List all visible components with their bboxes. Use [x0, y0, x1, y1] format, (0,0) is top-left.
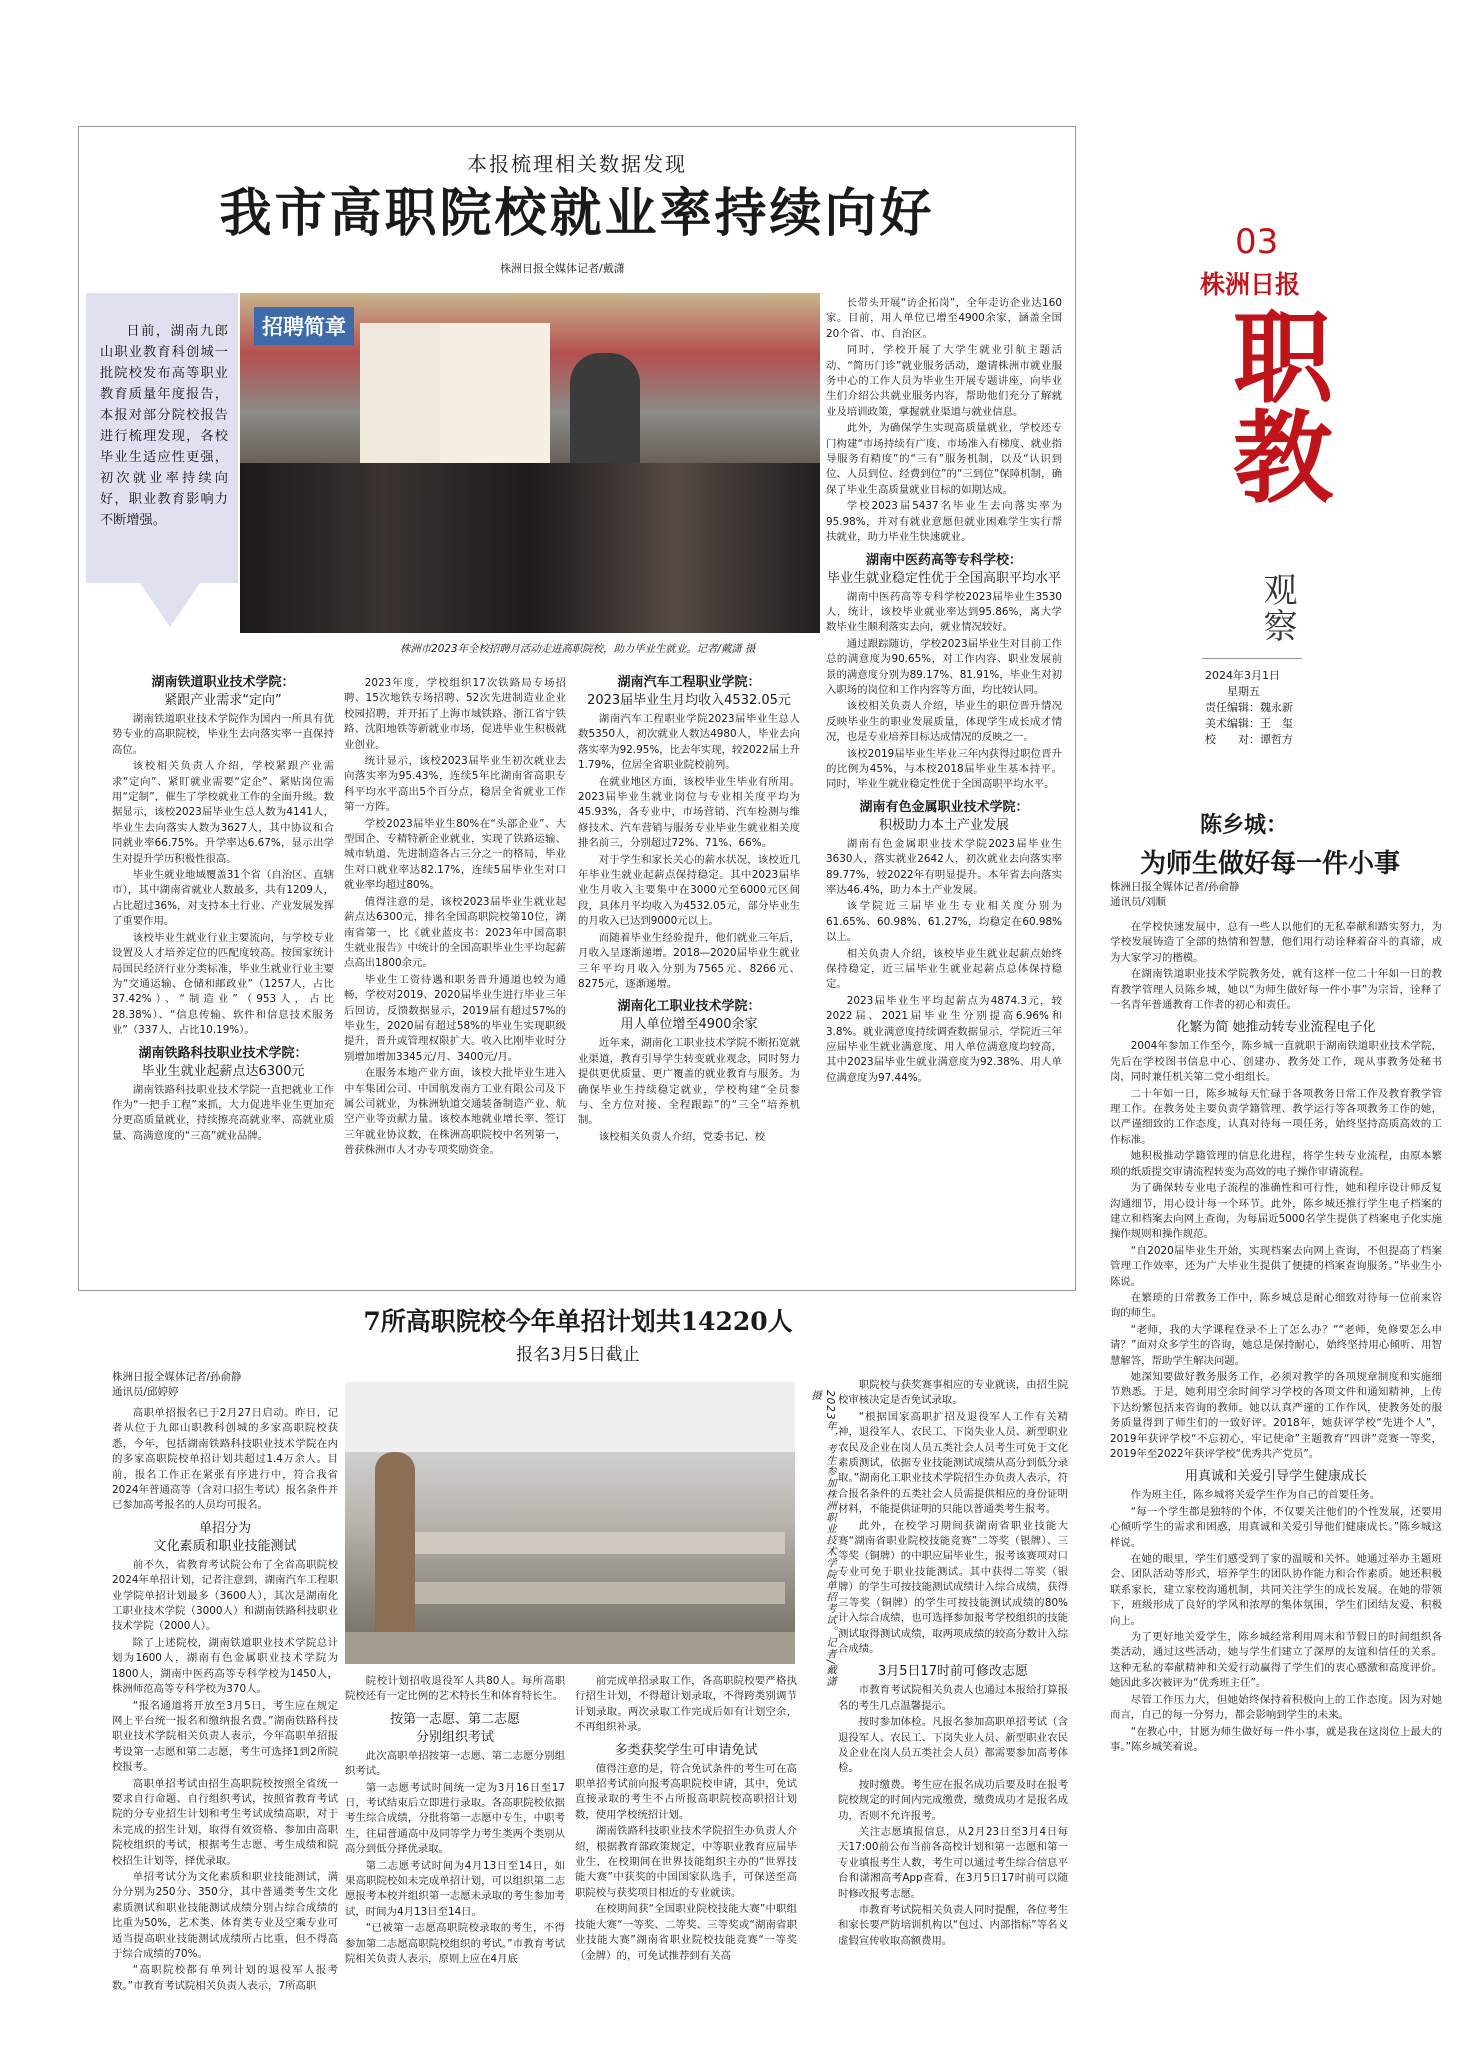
photo-desk-row-2 [375, 1582, 785, 1604]
paragraph: 除了上述院校，湖南铁道职业技术学院总计划为1600人，湖南有色金属职业技术学院为1800人，湖南中医药高等专科学校为1450人，株洲师范高等专科学校为370人。 [112, 1636, 338, 1696]
section-title: 湖南铁道职业技术学院： 紧跟产业需求“定向” [151, 675, 295, 708]
paragraph: 关注志愿填报信息，从2月23日至3月4日每天17:00前公布当前各高校计划和第一志愿和第一专业填报考生人数，考生可以通过考生综合信息平台和潇湘高考App查看，在3月5日17时前可以随时修改报考志愿。 [838, 1825, 1068, 1900]
paragraph: 湖南铁路科技职业技术学院一直把就业工作作为“一把手工程”来抓，大力促进毕业生更加充分更高质量就业，持续擦亮高就业率、高就业质量、高满意度的“三高”就业品牌。 [112, 1083, 334, 1142]
paragraph: 在她的眼里，学生们感受到了家的温暖和关怀。她通过举办主题班会、团队活动等形式，培养学生的团队协作能力和合作素质。她还积极联系家长，建立家校沟通机制，共同关注学生的成长发展。在她的带领下，班级形成了良好的学风和浓厚的集体氛围，学生们团结友爱、积极向上。 [1110, 1553, 1442, 1627]
paragraph: 在湖南铁道职业技术学院教务处，就有这样一位二十年如一日的教育教学管理人员陈乡城，她以“为师生做好每一件小事”为宗旨，诠释了一名青年普通教育工作者的初心和责任。 [1110, 968, 1442, 1012]
paragraph: 为了更好地关爱学生，陈乡城经常利用周末和节假日的时间组织各类活动，通过这些活动，她与学生们建立了深厚的友谊和信任的关系。这种无私的奉献精神和关爱行动赢得了学生们的衷心感激和高度评价。她因此多次被评为“优秀班主任”。 [1110, 1631, 1442, 1690]
top-kicker: 本报梳理相关数据发现 [467, 152, 687, 176]
bottom-column-1 [112, 1406, 338, 1994]
paragraph: 同时，学校开展了大学生就业引航主题活动、“简历门诊”就业服务活动，邀请株洲市就业服务中心的工作人员为毕业生开展专题讲座，向毕业生们介绍公共就业服务内容，帮助他们充分了解就业及培训政策，掌握就业渠道与就业信息。 [826, 344, 1062, 418]
paragraph: 毕业生就业地域覆盖31个省（自治区、直辖市），其中湖南省就业人数最多，共有1209人，占比超过36%，对支持本土行业、产业发展发挥了重要作用。 [112, 869, 334, 928]
sidebar-meta [1205, 668, 1293, 748]
photo-crowd [240, 463, 820, 633]
paragraph: 学校2023届5437名毕业生去向落实率为95.98%，并对有就业意愿但就业困难学生实行帮扶就业，助力毕业生快速就业。 [826, 500, 1062, 544]
paragraph: 近年来，湖南化工职业技术学院不断拓宽就业渠道，教育引导学生转变就业观念，同时努力提供更优质量、更广覆盖的就业教育与服务。为确保毕业生持续稳定就业，学校构建“全员参与、全方位对接、全程跟踪”的“三全”培养机制。 [578, 1037, 800, 1127]
right-byline-correspondent: 通讯员/刘顺 [1110, 896, 1167, 908]
paragraph: 值得注意的是，符合免试条件的考生可在高职单招考试前向报考高职院校申请，其中，免试直接录取的考生不占所报高职院校高职招计划数，使用学校统招计划。 [575, 1762, 797, 1821]
bottom-column-2 [345, 1674, 565, 1968]
photo-invigilator [375, 1452, 415, 1632]
issue-date: 2024年3月1日 [1205, 669, 1280, 682]
paragraph: 单招考试分为文化素质和职业技能测试，满分分别为250分、350分，其中普通类考生文化素质测试和职业技能测试成绩分别占综合成绩的比重为50%，艺术类、体育类专业及空乘专业可适当提高职业技能测试成绩所占比重，但不得高于综合成绩的70%。 [112, 1870, 338, 1960]
photo-desk-row-3 [345, 1632, 795, 1664]
bottom-headline: 7所高职院校今年单招计划共14220人 [363, 1307, 793, 1336]
paragraph: 此外，为确保学生实现高质量就业，学校还专门构建“市场持续有广度、市场准入有梯度、就业指导服务有精度”的“三有”服务机制，以及“认识到位、人员到位、经费到位”的“三到位”保障机制，确保了毕业生高质量就业目标的如期达成。 [826, 422, 1062, 496]
bottom-byline [112, 1370, 242, 1400]
paragraph: 该校2019届毕业生毕业三年内获得过职位晋升的比例为45%，与本校2018届毕业生基本持平。同时，毕业生就业稳定性优于全国高职平均水平。 [826, 747, 1062, 791]
paragraph: 院校计划招收退役军人共80人。每所高职院校还有一定比例的艺术特长生和体育特长生。 [345, 1675, 565, 1703]
paragraph: 为了确保转专业电子流程的准确性和可行性，她和程序设计师反复沟通细节，用心设计每一个环节。此外，陈乡城还推行学生电子档案的建立和档案去向网上查询，为每届近5000名学生提供了档案电子化实施操作规则和操作规范。 [1110, 1182, 1442, 1241]
paragraph: “已被第一志愿高职院校录取的考生，不得参加第二志愿高职院校组织的考试。”市教育考试院相关负责人表示，原则上应在4月底 [345, 1922, 565, 1966]
photo-poster-2 [440, 323, 550, 483]
paragraph: 2023届毕业生平均起薪点为4874.3元，较2022届、2021届毕业生分别提高6.96%和3.8%。就业满意度持续调查数据显示，学院近三年应届毕业生就业满意度、用人单位满意度均较高，其中2023届毕业生就业满意度为92.38%、用人单位满意度为97.44%。 [826, 994, 1062, 1084]
section-title: 多类获奖学生可申请免试 [614, 1742, 758, 1758]
paragraph: 而随着毕业生经验提升，他们就业三年后，月收入呈逐渐递增。2018—2020届毕业生就业三年平均月收入分别为7565元、8266元、8275元，逐渐递增。 [578, 931, 800, 990]
section-title: 湖南铁路科技职业技术学院： 毕业生就业起薪点达6300元 [138, 1045, 308, 1079]
paragraph: 二十年如一日，陈乡城每天忙碌于各项教务日常工作及教育教学管理工作。在教务处主要负责学籍管理、教学运行等各项教务工作的她，以严谨细致的工作态度，认真对待每一项任务，始终坚持高质高效的工作标准。 [1110, 1087, 1442, 1146]
lead-bubble [86, 293, 238, 583]
paragraph: 毕业生工资待遇和职务晋升通道也较为通畅，学校对2019、2020届毕业生进行毕业三年后回访，反馈数据显示，2019届有超过57%的毕业生，2020届有超过58%的毕业生实现职级提升，晋升或管理权限扩大。收入比刚毕业时分别增加增加3345元/月、3400元/月。 [344, 973, 566, 1063]
right-headline-main: 为师生做好每一件小事 [1139, 849, 1400, 879]
paragraph: “每一个学生都是独特的个体，不仅要关注他们的个性发展，还要用心倾听学生的需求和困惑，用真诚和关爱引导他们健康成长。”陈乡城这样说。 [1110, 1505, 1442, 1549]
section-title: 用真诚和关爱引导学生健康成长 [1184, 1469, 1367, 1485]
paragraph: 长带头开展“访企拓岗”，全年走访企业达160家。目前，用人单位已增至4900余家，涵盖全国20个省、市、自治区。 [826, 297, 1062, 340]
photo-poster-1 [360, 323, 440, 473]
paragraph: 第一志愿考试时间统一定为3月16日至17日，考试结束后立即进行录取。各高职院校依据考生综合成绩，分批将第一志愿中专生，中职考生，往届普通高中及同等学力考生类两个类别从高分到低分择优录取。 [345, 1781, 565, 1856]
paragraph: 职院校与获奖赛事相应的专业就读，由招生院校审核决定是否免试录取。 [838, 1379, 1068, 1407]
paragraph: 湖南铁道职业技术学院作为国内一所具有优势专业的高职院校，毕业生去向落实率一直保持高位。 [112, 713, 334, 756]
paragraph: 湖南汽车工程职业学院2023届毕业生总人数5350人，初次就业人数达4980人，毕业去向落实率为92.95%，比去年实现，较2022届上升1.79%，位居全省职业院校前列。 [578, 713, 800, 772]
paragraph: 2023年度，学校组织17次铁路局专场招聘、15次地铁专场招聘、52次先进制造业企业校园招聘，并开拓了上海市域铁路、浙江省宁铁路、沈阳地铁等新就业市场，促进毕业生积极就业创业。 [344, 677, 566, 751]
bottom-subheadline: 报名3月5日截止 [516, 1345, 640, 1365]
top-column-4 [826, 296, 1062, 1086]
exam-photo [345, 1382, 795, 1664]
photo-desk-row-1 [405, 1532, 785, 1554]
paragraph: 此次高职单招按第一志愿、第二志愿分别组织考试。 [345, 1749, 565, 1778]
paper-name: 株洲日报 [1200, 270, 1301, 299]
top-column-1 [112, 668, 334, 1144]
paragraph: 湖南铁路科技职业技术学院招生办负责人介绍，根据教育部政策规定，中等职业教育应届毕业生，在校期间在世界技能组织主办的“世界技能大赛”中获奖的中国国家队选手，可保送至高职院校与获奖项目相近的专业就读。 [575, 1825, 797, 1899]
paragraph: “在教心中，甘愿为师生做好每一件小事，就是我在这岗位上最大的事。”陈乡城笑着说。 [1110, 1725, 1442, 1753]
photo-caption: 株洲市2023年全校招聘月活动走进高职院校，助力毕业生就业。记者/戴潇 摄 [400, 643, 756, 655]
section-title: 湖南中医药高等专科学校： 毕业生就业稳定性优于全国高职平均水平 [826, 552, 1061, 586]
art-editor: 美术编辑：王 玺 [1205, 717, 1293, 730]
section-title: 3月5日17时前可修改志愿 [877, 1664, 1029, 1680]
paragraph: 高职单招报名已于2月27日启动。昨日，记者从位于九郎山职教科创城的多家高职院校获悉，今年，包括湖南铁路科技职业技术学院在内的多家高职院校单招计划共超过1.4万余人。目前，报名工作正在紧张有序进行中，符合我省2024年普通高等（含对口招生考试）报名条件并已参加高考报名的人员均可报名。 [112, 1407, 338, 1512]
paragraph: 通过跟踪随访，学校2023届毕业生对目前工作总的满意度为90.65%，对工作内容、职业发展前景的满意度分别为89.17%、81.91%，毕业生对初入职场的岗位和工作内容等方面，均比较认同。 [826, 637, 1062, 696]
top-headline: 我市高职院校就业率持续向好 [219, 184, 935, 244]
section-title: 湖南汽车工程职业学院： 2023届毕业生月均收入4532.05元 [587, 675, 791, 708]
paragraph: 该学院近三届毕业生专业相关度分别为61.65%、60.98%、61.27%，均稳定在60.98%以上。 [826, 900, 1062, 944]
bottom-column-4 [838, 1378, 1068, 1949]
lead-bubble-tail [140, 583, 200, 627]
paragraph: 湖南有色金属职业技术学院2023届毕业生3630人，落实就业2642人，初次就业去向落实率89.77%，较2022年有明显提升。本年省去向落实率达46.4%，助力本土产业发展。 [826, 837, 1062, 896]
photo-sign: 招聘简章 [254, 307, 354, 345]
right-article-body [1110, 920, 1442, 1755]
paragraph: 统计显示，该校2023届毕业生初次就业去向落实率为95.43%，连续5年比湖南省高职专科平均水平高出5个百分点，稳居全省就业工作第一方阵。 [344, 755, 566, 814]
section-title: 湖南有色金属职业技术学院： 积极助力本土产业发展 [859, 799, 1029, 833]
paragraph: 高职单招考试由招生高职院校按照全省统一要求自行命题、自行组织考试，按照省教育考试院的分专业招生计划和考生考试成绩高职，对于未完成的招生计划，取得有效资格、参加由高职院校组织的考试，根据考生志愿、考生成绩和院校招生计划等，择优录取。 [112, 1777, 338, 1867]
issue-weekday: 星期五 [1227, 685, 1260, 698]
recruitment-photo [240, 293, 820, 633]
photo-window [345, 1382, 795, 1452]
section-title: 化繁为简 她推动转专业流程电子化 [1176, 1020, 1376, 1036]
paragraph: 在服务本地产业方面，该校大批毕业生进入中车集团公司、中国航发南方工业有限公司及下属公司就业，为株洲轨道交通装备制造产业、航空产业等贡献力量。该校本地就业增长率、签订三年就业协议数，在株洲高职院校中名列第一，普获株洲市人才办专项奖励资金。 [344, 1067, 566, 1157]
paragraph: 作为班主任，陈乡城将关爱学生作为自己的首要任务。 [1130, 1489, 1381, 1502]
paragraph: 按时缴费。考生应在报名成功后要及时在报考院校规定的时间内完成缴费，缴费成功才是报名成功，否则不允许报考。 [838, 1778, 1068, 1822]
editor: 责任编辑：魏永新 [1205, 701, 1293, 714]
paragraph: 她积极推动学籍管理的信息化进程，将学生转专业流程，由原本繁琐的纸质提交审请流程转变为高效的电子操作审请流程。 [1110, 1150, 1442, 1178]
paragraph: “根据国家高职扩招及退役军人工作有关精神，退役军人、农民工、下岗失业人员、新型职业农民及企业在岗人员五类社会人员考生可免于文化素质测试，依据专业技能测试成绩从高分到低分录取。”湖南化工职业技术学院招生办负责人表示，符合报名条件的五类社会人员需提供相应的身份证明材料，不能提供证明的只能以普通类考生报考。 [838, 1410, 1068, 1516]
exam-photo-caption: 2023年，考生参加株洲职业技术学院单招考试。记者/戴潇 摄 [809, 1390, 836, 1688]
paragraph: 她深知要做好教务服务工作，必须对教学的各项规章制度和实施细节熟悉。于是，她利用空余时间学习学校的各项文件和通知精神，上传下达纷繁包括来咨询的教师。她以认真严谨的工作作风，使教务处的服务质量得到了师生们的一致好评。2018年，她获评学校“先进个人”，2019年获评学校“不忘初心，牢记使命”主题教育“四讲”竞赛一等奖，2019年至2022年获评学校“优秀共产党员”。 [1110, 1370, 1442, 1460]
section-name: 职教 [1216, 305, 1334, 505]
paragraph: 在校期间获“全国职业院校技能大赛”中职组技能大赛“一等奖、二等奖、三等奖或“湖南省职业技能大赛”湖南省职业院校技能竞赛“一等奖（金牌）的，可免试推荐到有关高 [575, 1903, 797, 1962]
paragraph: 该校相关负责人介绍，党委书记、校 [598, 1130, 766, 1143]
paragraph: 前完成单招录取工作，各高职院校要严格执行招生计划，不得超计划录取，不得跨类别调节计划录取。两次录取工作完成后如有计划空余，不再组织补录。 [575, 1675, 797, 1734]
section-sub: 观察 [1257, 572, 1297, 644]
top-column-3 [578, 668, 800, 1145]
paragraph: 尽管工作压力大，但她始终保持着积极向上的工作态度。因为对她而言，自己的每一分努力，都会影响到学生的未来。 [1110, 1693, 1442, 1722]
paragraph: 在就业地区方面，该校毕业生毕业有所用。2023届毕业生就业岗位与专业相关度平均为45.93%，各专业中，市场营销、汽车检测与维修技术、汽车营销与服务专业毕业生就业相关度排名前三，分别超过72%、71%、66%。 [578, 775, 800, 850]
proofreader: 校 对：谭哲方 [1205, 733, 1293, 746]
sidebar-divider [1202, 658, 1302, 659]
paragraph: 市教育考试院相关负责人同时提醒，各位考生和家长要严防培训机构以“包过、内部指标”等名义虚假宣传收取高额费用。 [838, 1904, 1068, 1947]
paragraph: “高职院校都有单列计划的退役军人报考数。”市教育考试院相关负责人表示，7所高职 [112, 1964, 338, 1992]
bottom-byline-correspondent: 通讯员/邱婷婷 [112, 1386, 179, 1398]
paragraph: 该校相关负责人介绍，学校紧跟产业需求“定向”、紧盯就业需要“定企”、紧贴岗位需用“定制”，催生了学校就业工作的全面升级。数据显示，该校2023届毕业生总人数为4141人，毕业生去向落实人数为3627人，其中协议和合同就业率66.75%。升学率达6.67%，显示出学生对提升学历积极性很高。 [112, 760, 334, 865]
paragraph: 2004年参加工作至今，陈乡城一直就职于湖南铁道职业技术学院，先后在学校图书信息中心、创建办、教务处工作，现从事教务处秘书岗，同时兼任机关第二党小组组长。 [1110, 1040, 1442, 1084]
paragraph: 该校相关负责人介绍，毕业生的职位晋升情况反映毕业生的职业发展质量，体现学生成长成才情况，也是专业培养目标达成情况的反映之一。 [826, 700, 1062, 744]
paragraph: 在学校快速发展中，总有一些人以他们的无私奉献和踏实努力，为学校发展铸造了全部的热情和智慧，他们用行动诠释着奋斗的真谛，成为大家学习的楷模。 [1110, 921, 1442, 964]
top-column-2 [344, 676, 566, 1159]
right-headline-name: 陈乡城： [1200, 812, 1289, 838]
paragraph: 按时参加体检。凡报名参加高职单招考试（含退役军人、农民工、下岗失业人员、新型职业农民及企业在岗人员五类社会人员）都需要参加高考体检。 [838, 1716, 1068, 1775]
section-title: 按第一志愿、第二志愿 分别组织考试 [389, 1711, 520, 1745]
paragraph: 该校毕业生就业行业主要流向，与学校专业设置及人才培养定位的匹配度较高。按国家统计局国民经济行业分类标准，毕业生就业行业主要为“交通运输、仓储和邮政业”（1257人，占比37.42%）、“制造业”（953人，占比28.38%）、“信息传输、软件和信息技术服务业”（337人，占比10.19%）。 [112, 931, 334, 1037]
paragraph: “自2020届毕业生开始，实现档案去向网上查询，不但提高了档案管理工作效率，还为广大毕业生提供了便捷的档案查询服务。”毕业生小陈说。 [1110, 1244, 1442, 1288]
page-number: 03 [1235, 222, 1279, 262]
paragraph: 学校2023届毕业生80%在“头部企业”、大型国企、专精特新企业就业，实现了铁路运输、城市轨道、先进制造各占三分之一的格局，毕业生对口就业率达82.17%，连续5届毕业生对口就业率均超过80%。 [344, 817, 566, 892]
paragraph: “报名通道将开放至3月5日，考生应在规定网上平台统一报名和缴纳报名费。”湖南铁路科技职业技术学院相关负责人表示，今年高职单招报考设第一志愿和第二志愿，考生可选择1到2所院校报考。 [112, 1699, 338, 1774]
paragraph: 第二志愿考试时间为4月13日至14日，如果高职院校如未完成单招计划，可以组织第二志愿报考本校并组织第一志愿未录取的考生参加考试，时间为4月13日至14日。 [345, 1859, 565, 1918]
paragraph: 此外，在校学习期间获湖南省职业技能大赛“湖南省职业院校技能竞赛”二等奖（银牌）、三等奖（铜牌）的中职应届毕业生，报考该赛项对口专业可免于职业技能测试。其中获得二等奖（银牌）的学生可按技能测试成绩计入综合成绩，获得三等奖（铜牌）的学生可按技能测试成绩的80%计入综合成绩，也可选择参加报考学校组织的技能测试取得测试成绩，取两项成绩的较高分数计入综合成绩。 [838, 1519, 1068, 1655]
paragraph: 市教育考试院相关负责人也通过本报给打算报名的考生几点温馨提示。 [838, 1684, 1068, 1712]
bottom-column-3 [575, 1674, 797, 1964]
paragraph: 在繁琐的日常教务工作中，陈乡城总是耐心细致对待每一位前来咨询的师生。 [1110, 1291, 1442, 1320]
bottom-byline-reporter: 株洲日报全媒体记者/孙俞静 [112, 1371, 242, 1383]
paragraph: 相关负责人介绍，该校毕业生就业起薪点始终保持稳定，近三届毕业生就业起薪点总体保持稳定。 [826, 947, 1062, 991]
right-byline-reporter: 株洲日报全媒体记者/孙俞静 [1110, 881, 1240, 893]
right-headline [1100, 808, 1440, 880]
top-byline: 株洲日报全媒体记者/戴潇 [500, 262, 625, 275]
paragraph: 前不久，省教育考试院公布了全省高职院校2024年单招计划，记者注意到，湖南汽车工程职业学院单招计划最多（3600人），其次是湖南化工职业技术学院（3000人）和湖南铁路科技职业技术学院（2000人）。 [112, 1558, 338, 1633]
section-title: 单招分为 文化素质和职业技能测试 [153, 1520, 297, 1554]
paragraph: 对于学生和家长关心的薪水状况，该校近几年毕业生就业起薪点保持稳定。其中2023届毕业生月收入主要集中在3000元至6000元区间段，具体月平均收入为4532.05元，部分毕业生的月收入已达到9000元以上。 [578, 853, 800, 928]
paragraph: 湖南中医药高等专科学校2023届毕业生3530人，统计，该校毕业就业率达到95.86%，离大学数毕业生顺利落实去向，就业情况较好。 [826, 590, 1062, 634]
paragraph: “老师，我的大学课程登录不上了怎么办？”“老师，免修要怎么申请？”面对众多学生的咨询，她总是保持耐心，始终坚持用心倾听、用智慧解答，帮助学生解决问题。 [1110, 1323, 1442, 1367]
right-byline [1110, 880, 1240, 910]
paragraph: 值得注意的是，该校2023届毕业生就业起薪点达6300元，排名全国高职院校第10位，湖南省第一，比《就业蓝皮书：2023年中国高职生就业报告》中统计的全国高职毕业生平均起薪点高出1800余元。 [344, 895, 566, 970]
section-title: 湖南化工职业技术学院： 用人单位增至4900余家 [617, 999, 761, 1033]
lead-text: 日前，湖南九郎山职业教育科创城一批院校发布高等职业教育质量年度报告，本报对部分院校报告进行梳理发现，各校毕业生适应性更强，初次就业率持续向好，职业教育影响力不断增强。 [100, 324, 228, 528]
